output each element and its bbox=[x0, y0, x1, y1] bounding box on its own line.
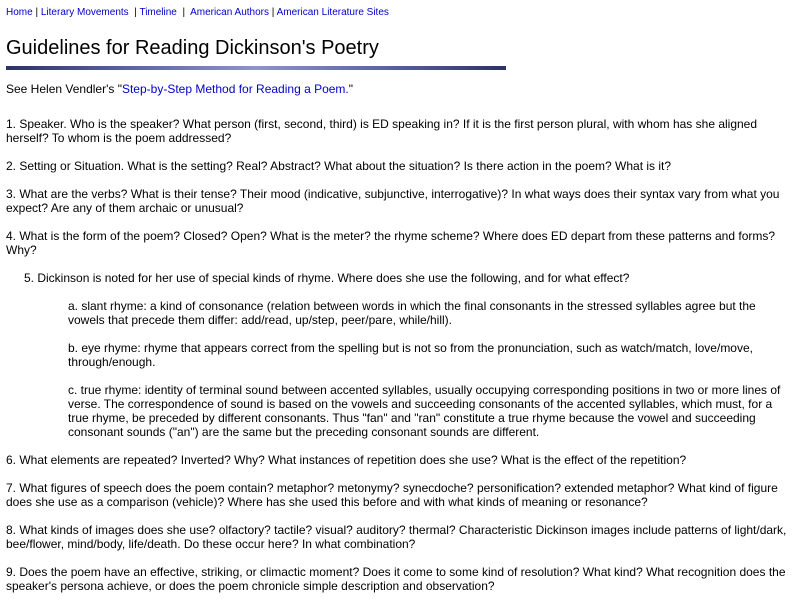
top-nav bbox=[6, 7, 788, 19]
question-2-setting: 2. Setting or Situation. What is the setting? Real? Abstract? What about the situation? Is there action in the poem? What is it? bbox=[6, 159, 672, 173]
question-3-verbs: 3. What are the verbs? What is their tense? Their mood (indicative, subjunctive, interrogative)? In what ways does their syntax vary from what you expect? Are any of them archaic or unusual? bbox=[6, 187, 780, 215]
intro-prefix: See Helen Vendler's " bbox=[6, 82, 122, 96]
title-rule-divider bbox=[6, 66, 506, 70]
intro-paragraph bbox=[6, 82, 788, 96]
question-7-figures-of-speech: 7. What figures of speech does the poem contain? metaphor? metonymy? synecdoche? personification? extended metaphor? What kind of figure does she use as a comparison (vehicle)? Where has she used this before and with what kinds of meaning or resonance? bbox=[6, 481, 778, 509]
question-5b-eye-rhyme: b. eye rhyme: rhyme that appears correct from the spelling but is not so from the pronunciation, such as watch/match, love/move, through/enough. bbox=[68, 341, 753, 369]
question-1-speaker: 1. Speaker. Who is the speaker? What person (first, second, third) is ED speaking in? If it is the first person plural, with whom has she aligned herself? To whom is the poem addressed? bbox=[6, 117, 758, 145]
nav-separator: | bbox=[182, 7, 186, 18]
nav-link-american-literature-sites[interactable]: American Literature Sites bbox=[276, 7, 389, 18]
nav-link-literary-movements[interactable]: Literary Movements bbox=[40, 7, 129, 18]
page-title: Guidelines for Reading Dickinson's Poetry bbox=[6, 37, 379, 59]
question-4-form: 4. What is the form of the poem? Closed? Open? What is the meter? the rhyme scheme? Where does ED depart from these patterns and forms? Why? bbox=[6, 229, 776, 257]
question-9-climactic-moment: 9. Does the poem have an effective, striking, or climactic moment? Does it come to some kind of resolution? What kind? What recognition does the speaker's persona achieve, or does the poem chronicle simple description and observation? bbox=[6, 565, 786, 593]
question-5a-slant-rhyme: a. slant rhyme: a kind of consonance (relation between words in which the final consonants in the stressed syllables agree but the vowels that precede them differ: add/read, up/step, peer/pare, while/hill). bbox=[68, 299, 756, 327]
nav-link-american-authors[interactable]: American Authors bbox=[190, 7, 269, 18]
nav-separator: | bbox=[134, 7, 137, 18]
nav-link-timeline[interactable]: Timeline bbox=[139, 7, 177, 18]
intro-suffix: " bbox=[348, 82, 354, 96]
vendler-method-link[interactable]: Step-by-Step Method for Reading a Poem. bbox=[121, 82, 349, 96]
question-5-rhyme: 5. Dickinson is noted for her use of special kinds of rhyme. Where does she use the following, and for what effect? bbox=[24, 271, 630, 285]
nav-separator: | bbox=[271, 7, 275, 18]
nav-link-home[interactable]: Home bbox=[6, 7, 33, 18]
question-5c-true-rhyme: c. true rhyme: identity of terminal sound between accented syllables, usually occupying corresponding positions in two or more lines of verse. The correspondence of sound is based on the vowels and succeeding consonants of the accented syllables, which must, for a true rhyme, be preceded by different consonants. Thus "fan" and "ran" constitute a true rhyme because the vowel and succeeding consonant sounds ("an") are the same but the preceding consonant sounds are different. bbox=[68, 383, 781, 439]
question-8-images: 8. What kinds of images does she use? olfactory? tactile? visual? auditory? thermal? Characteristic Dickinson images include patterns of light/dark, bee/flower, mind/body, life/death. Do these occur here? In what combination? bbox=[6, 523, 787, 551]
question-6-repetition: 6. What elements are repeated? Inverted? Why? What instances of repetition does she use? What is the effect of the repetition? bbox=[6, 453, 687, 467]
nav-separator: | bbox=[35, 7, 39, 18]
